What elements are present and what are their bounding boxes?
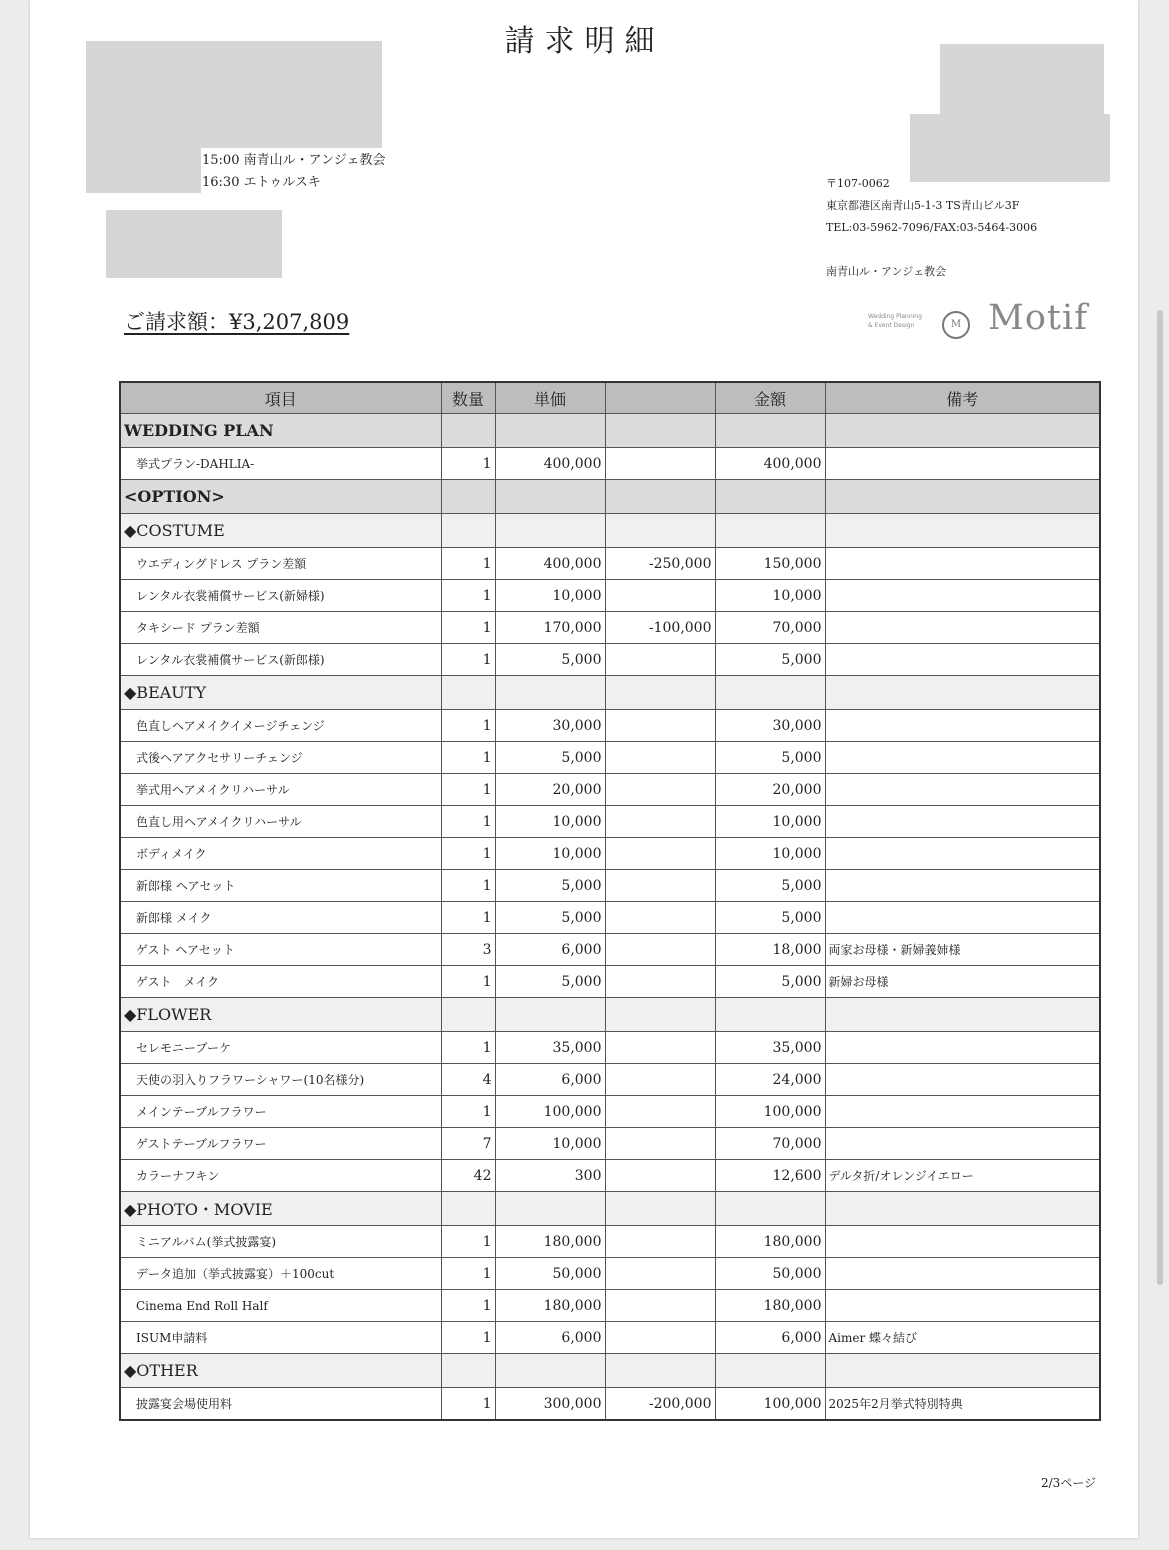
row-amount: 10,000 <box>715 580 825 612</box>
row-unit-price: 50,000 <box>495 1258 605 1290</box>
table-row <box>120 934 1100 966</box>
row-unit-price <box>495 998 605 1032</box>
table-row <box>120 742 1100 774</box>
row-item-name: ボディメイク <box>120 838 441 870</box>
redacted-block <box>106 210 282 278</box>
row-qty: 1 <box>441 1226 495 1258</box>
row-unit-price: 5,000 <box>495 870 605 902</box>
row-item-name: セレモニーブーケ <box>120 1032 441 1064</box>
row-amount: 5,000 <box>715 742 825 774</box>
row-qty: 3 <box>441 934 495 966</box>
row-qty <box>441 414 495 448</box>
company-postal: 〒107-0062 <box>826 177 890 190</box>
row-discount: -100,000 <box>605 612 715 644</box>
row-qty: 1 <box>441 838 495 870</box>
page-title: 請求明細 <box>504 24 665 59</box>
row-item-name: 色直しヘアメイクイメージチェンジ <box>120 710 441 742</box>
row-item-name: ◆BEAUTY <box>120 676 441 710</box>
row-discount <box>605 1096 715 1128</box>
row-unit-price: 5,000 <box>495 742 605 774</box>
row-note <box>825 1032 1100 1064</box>
row-note <box>825 1064 1100 1096</box>
row-amount: 10,000 <box>715 838 825 870</box>
row-amount <box>715 414 825 448</box>
row-discount <box>605 448 715 480</box>
table-row <box>120 902 1100 934</box>
row-discount: -200,000 <box>605 1388 715 1421</box>
row-discount: -250,000 <box>605 548 715 580</box>
table-section-row <box>120 1192 1100 1226</box>
row-item-name: 式後ヘアアクセサリーチェンジ <box>120 742 441 774</box>
table-row <box>120 1290 1100 1322</box>
logo-name: Motif <box>988 298 1089 338</box>
row-note: 新婦お母様 <box>825 966 1100 998</box>
row-amount: 400,000 <box>715 448 825 480</box>
row-qty: 7 <box>441 1128 495 1160</box>
row-discount <box>605 1354 715 1388</box>
company-address: 東京都港区南青山5-1-3 TS青山ビル3F <box>826 199 1020 212</box>
row-item-name: WEDDING PLAN <box>120 414 441 448</box>
row-item-name: 新郎様 ヘアセット <box>120 870 441 902</box>
row-note <box>825 998 1100 1032</box>
row-unit-price: 30,000 <box>495 710 605 742</box>
row-note: 両家お母様・新婦義姉様 <box>825 934 1100 966</box>
row-item-name: メインテーブルフラワー <box>120 1096 441 1128</box>
row-amount <box>715 514 825 548</box>
row-amount: 20,000 <box>715 774 825 806</box>
table-row <box>120 548 1100 580</box>
row-note <box>825 774 1100 806</box>
row-note <box>825 838 1100 870</box>
row-item-name: ミニアルバム(挙式披露宴) <box>120 1226 441 1258</box>
col-header-price: 単価 <box>495 382 605 414</box>
logo-tagline-line: & Event Design <box>868 322 915 329</box>
row-qty: 1 <box>441 870 495 902</box>
row-amount: 5,000 <box>715 870 825 902</box>
billing-total: ご請求額：¥3,207,809 <box>124 310 350 334</box>
row-unit-price: 10,000 <box>495 838 605 870</box>
table-row <box>120 1226 1100 1258</box>
row-unit-price: 6,000 <box>495 1064 605 1096</box>
row-qty: 1 <box>441 710 495 742</box>
scrollbar[interactable] <box>1157 310 1163 1285</box>
row-item-name: 挙式プラン-DAHLIA- <box>120 448 441 480</box>
row-discount <box>605 414 715 448</box>
row-amount: 180,000 <box>715 1226 825 1258</box>
row-qty: 1 <box>441 644 495 676</box>
row-qty: 1 <box>441 548 495 580</box>
row-amount: 180,000 <box>715 1290 825 1322</box>
row-qty: 1 <box>441 612 495 644</box>
row-amount: 100,000 <box>715 1096 825 1128</box>
row-unit-price: 100,000 <box>495 1096 605 1128</box>
row-note <box>825 1226 1100 1258</box>
row-unit-price: 10,000 <box>495 806 605 838</box>
row-amount: 5,000 <box>715 644 825 676</box>
row-note <box>825 676 1100 710</box>
table-section-row <box>120 676 1100 710</box>
row-note <box>825 1128 1100 1160</box>
redacted-block <box>86 41 382 148</box>
table-row <box>120 1064 1100 1096</box>
row-qty <box>441 998 495 1032</box>
row-discount <box>605 998 715 1032</box>
table-section-row <box>120 514 1100 548</box>
row-unit-price: 20,000 <box>495 774 605 806</box>
row-qty: 1 <box>441 1290 495 1322</box>
row-discount <box>605 1064 715 1096</box>
col-header-discount <box>605 382 715 414</box>
row-note <box>825 448 1100 480</box>
row-item-name: 披露宴会場使用料 <box>120 1388 441 1421</box>
row-note <box>825 1290 1100 1322</box>
col-header-note: 備考 <box>825 382 1100 414</box>
schedule <box>202 150 386 194</box>
logo-tagline <box>868 312 922 330</box>
row-unit-price <box>495 514 605 548</box>
row-discount <box>605 1128 715 1160</box>
row-unit-price: 10,000 <box>495 1128 605 1160</box>
row-qty: 4 <box>441 1064 495 1096</box>
row-amount <box>715 480 825 514</box>
row-amount: 18,000 <box>715 934 825 966</box>
row-item-name: ISUM申請料 <box>120 1322 441 1354</box>
table-section-row <box>120 480 1100 514</box>
invoice-table <box>119 381 1101 1421</box>
row-item-name: <OPTION> <box>120 480 441 514</box>
row-note <box>825 548 1100 580</box>
row-item-name: ゲスト ヘアセット <box>120 934 441 966</box>
row-unit-price <box>495 414 605 448</box>
row-qty <box>441 1192 495 1226</box>
row-discount <box>605 806 715 838</box>
row-discount <box>605 1192 715 1226</box>
row-unit-price <box>495 1192 605 1226</box>
row-unit-price: 170,000 <box>495 612 605 644</box>
row-note <box>825 644 1100 676</box>
col-header-item: 項目 <box>120 382 441 414</box>
row-amount: 24,000 <box>715 1064 825 1096</box>
table-row <box>120 1160 1100 1192</box>
row-note <box>825 1192 1100 1226</box>
row-amount <box>715 998 825 1032</box>
table-row <box>120 838 1100 870</box>
row-unit-price: 6,000 <box>495 934 605 966</box>
row-note <box>825 742 1100 774</box>
row-note: デルタ折/オレンジイエロー <box>825 1160 1100 1192</box>
row-item-name: ◆FLOWER <box>120 998 441 1032</box>
row-qty: 1 <box>441 580 495 612</box>
row-discount <box>605 1322 715 1354</box>
row-qty: 1 <box>441 1032 495 1064</box>
row-discount <box>605 838 715 870</box>
row-note <box>825 870 1100 902</box>
table-row <box>120 966 1100 998</box>
row-qty: 1 <box>441 1258 495 1290</box>
row-note <box>825 806 1100 838</box>
row-qty: 1 <box>441 1388 495 1421</box>
row-note <box>825 414 1100 448</box>
row-item-name: 天使の羽入りフラワーシャワー(10名様分) <box>120 1064 441 1096</box>
row-item-name: ◆OTHER <box>120 1354 441 1388</box>
row-amount: 5,000 <box>715 966 825 998</box>
table-row <box>120 580 1100 612</box>
row-discount <box>605 514 715 548</box>
table-row <box>120 774 1100 806</box>
row-unit-price: 400,000 <box>495 548 605 580</box>
row-unit-price: 300 <box>495 1160 605 1192</box>
row-note <box>825 480 1100 514</box>
row-note <box>825 710 1100 742</box>
row-note <box>825 514 1100 548</box>
logo-tagline-line: Wedding Planning <box>868 313 922 320</box>
row-unit-price <box>495 480 605 514</box>
table-section-row <box>120 414 1100 448</box>
table-section-row <box>120 998 1100 1032</box>
row-qty: 1 <box>441 806 495 838</box>
row-qty: 1 <box>441 1322 495 1354</box>
row-unit-price: 400,000 <box>495 448 605 480</box>
row-qty: 42 <box>441 1160 495 1192</box>
row-qty <box>441 480 495 514</box>
row-item-name: カラーナフキン <box>120 1160 441 1192</box>
company-church: 南青山ル・アンジェ教会 <box>826 265 947 278</box>
logo-mark-icon: M <box>942 311 970 339</box>
row-unit-price: 300,000 <box>495 1388 605 1421</box>
row-qty: 1 <box>441 448 495 480</box>
row-item-name: ゲストテーブルフラワー <box>120 1128 441 1160</box>
row-item-name: レンタル衣裳補償サービス(新郎様) <box>120 644 441 676</box>
table-row <box>120 448 1100 480</box>
row-discount <box>605 480 715 514</box>
col-header-amount: 金額 <box>715 382 825 414</box>
row-qty <box>441 676 495 710</box>
row-unit-price: 10,000 <box>495 580 605 612</box>
table-section-row <box>120 1354 1100 1388</box>
row-amount <box>715 676 825 710</box>
row-item-name: ゲスト メイク <box>120 966 441 998</box>
table-row <box>120 1096 1100 1128</box>
table-row <box>120 870 1100 902</box>
row-note <box>825 612 1100 644</box>
row-unit-price: 35,000 <box>495 1032 605 1064</box>
table-row <box>120 1128 1100 1160</box>
row-unit-price: 5,000 <box>495 966 605 998</box>
row-qty: 1 <box>441 1096 495 1128</box>
row-amount: 12,600 <box>715 1160 825 1192</box>
table-row <box>120 710 1100 742</box>
row-discount <box>605 1032 715 1064</box>
row-amount <box>715 1354 825 1388</box>
row-amount: 100,000 <box>715 1388 825 1421</box>
row-discount <box>605 1258 715 1290</box>
page-number: 2/3ページ <box>1041 1476 1097 1490</box>
row-amount: 10,000 <box>715 806 825 838</box>
row-qty <box>441 1354 495 1388</box>
row-discount <box>605 644 715 676</box>
schedule-line: 15:00 南青山ル・アンジェ教会 <box>202 153 386 168</box>
table-row <box>120 1032 1100 1064</box>
row-amount <box>715 1192 825 1226</box>
row-item-name: タキシード プラン差額 <box>120 612 441 644</box>
company-info <box>826 173 1037 283</box>
row-unit-price: 5,000 <box>495 644 605 676</box>
row-qty: 1 <box>441 742 495 774</box>
row-amount: 35,000 <box>715 1032 825 1064</box>
row-amount: 150,000 <box>715 548 825 580</box>
table-header-row <box>120 382 1100 414</box>
row-item-name: 新郎様 メイク <box>120 902 441 934</box>
row-note <box>825 1096 1100 1128</box>
row-item-name: 色直し用ヘアメイクリハーサル <box>120 806 441 838</box>
row-qty: 1 <box>441 774 495 806</box>
row-item-name: データ追加（挙式披露宴）＋100cut <box>120 1258 441 1290</box>
row-item-name: レンタル衣裳補償サービス(新婦様) <box>120 580 441 612</box>
row-item-name: 挙式用ヘアメイクリハーサル <box>120 774 441 806</box>
row-unit-price <box>495 676 605 710</box>
row-discount <box>605 580 715 612</box>
row-unit-price: 5,000 <box>495 902 605 934</box>
table-row <box>120 1388 1100 1421</box>
row-note <box>825 580 1100 612</box>
row-qty <box>441 514 495 548</box>
row-note <box>825 902 1100 934</box>
table-row <box>120 1322 1100 1354</box>
row-item-name: ◆COSTUME <box>120 514 441 548</box>
row-discount <box>605 1160 715 1192</box>
row-discount <box>605 1226 715 1258</box>
table-row <box>120 806 1100 838</box>
row-item-name: ウエディングドレス プラン差額 <box>120 548 441 580</box>
table-row <box>120 644 1100 676</box>
col-header-qty: 数量 <box>441 382 495 414</box>
row-amount: 6,000 <box>715 1322 825 1354</box>
row-discount <box>605 966 715 998</box>
row-note <box>825 1354 1100 1388</box>
row-discount <box>605 870 715 902</box>
row-amount: 5,000 <box>715 902 825 934</box>
row-amount: 70,000 <box>715 1128 825 1160</box>
schedule-line: 16:30 エトゥルスキ <box>202 175 321 190</box>
redacted-block <box>86 148 201 193</box>
redacted-block <box>940 44 1104 116</box>
table-row <box>120 1258 1100 1290</box>
table-row <box>120 612 1100 644</box>
redacted-block <box>910 114 1110 182</box>
row-note <box>825 1258 1100 1290</box>
row-unit-price: 180,000 <box>495 1226 605 1258</box>
row-qty: 1 <box>441 902 495 934</box>
row-note: Aimer 蝶々結び <box>825 1322 1100 1354</box>
row-item-name: Cinema End Roll Half <box>120 1290 441 1322</box>
row-amount: 70,000 <box>715 612 825 644</box>
row-unit-price: 180,000 <box>495 1290 605 1322</box>
row-discount <box>605 902 715 934</box>
row-amount: 50,000 <box>715 1258 825 1290</box>
row-unit-price <box>495 1354 605 1388</box>
row-discount <box>605 742 715 774</box>
row-discount <box>605 710 715 742</box>
row-discount <box>605 1290 715 1322</box>
row-discount <box>605 934 715 966</box>
row-discount <box>605 676 715 710</box>
row-unit-price: 6,000 <box>495 1322 605 1354</box>
company-tel: TEL:03-5962-7096/FAX:03-5464-3006 <box>826 221 1038 234</box>
row-amount: 30,000 <box>715 710 825 742</box>
row-discount <box>605 774 715 806</box>
row-item-name: ◆PHOTO・MOVIE <box>120 1192 441 1226</box>
row-qty: 1 <box>441 966 495 998</box>
row-note: 2025年2月挙式特別特典 <box>825 1388 1100 1421</box>
